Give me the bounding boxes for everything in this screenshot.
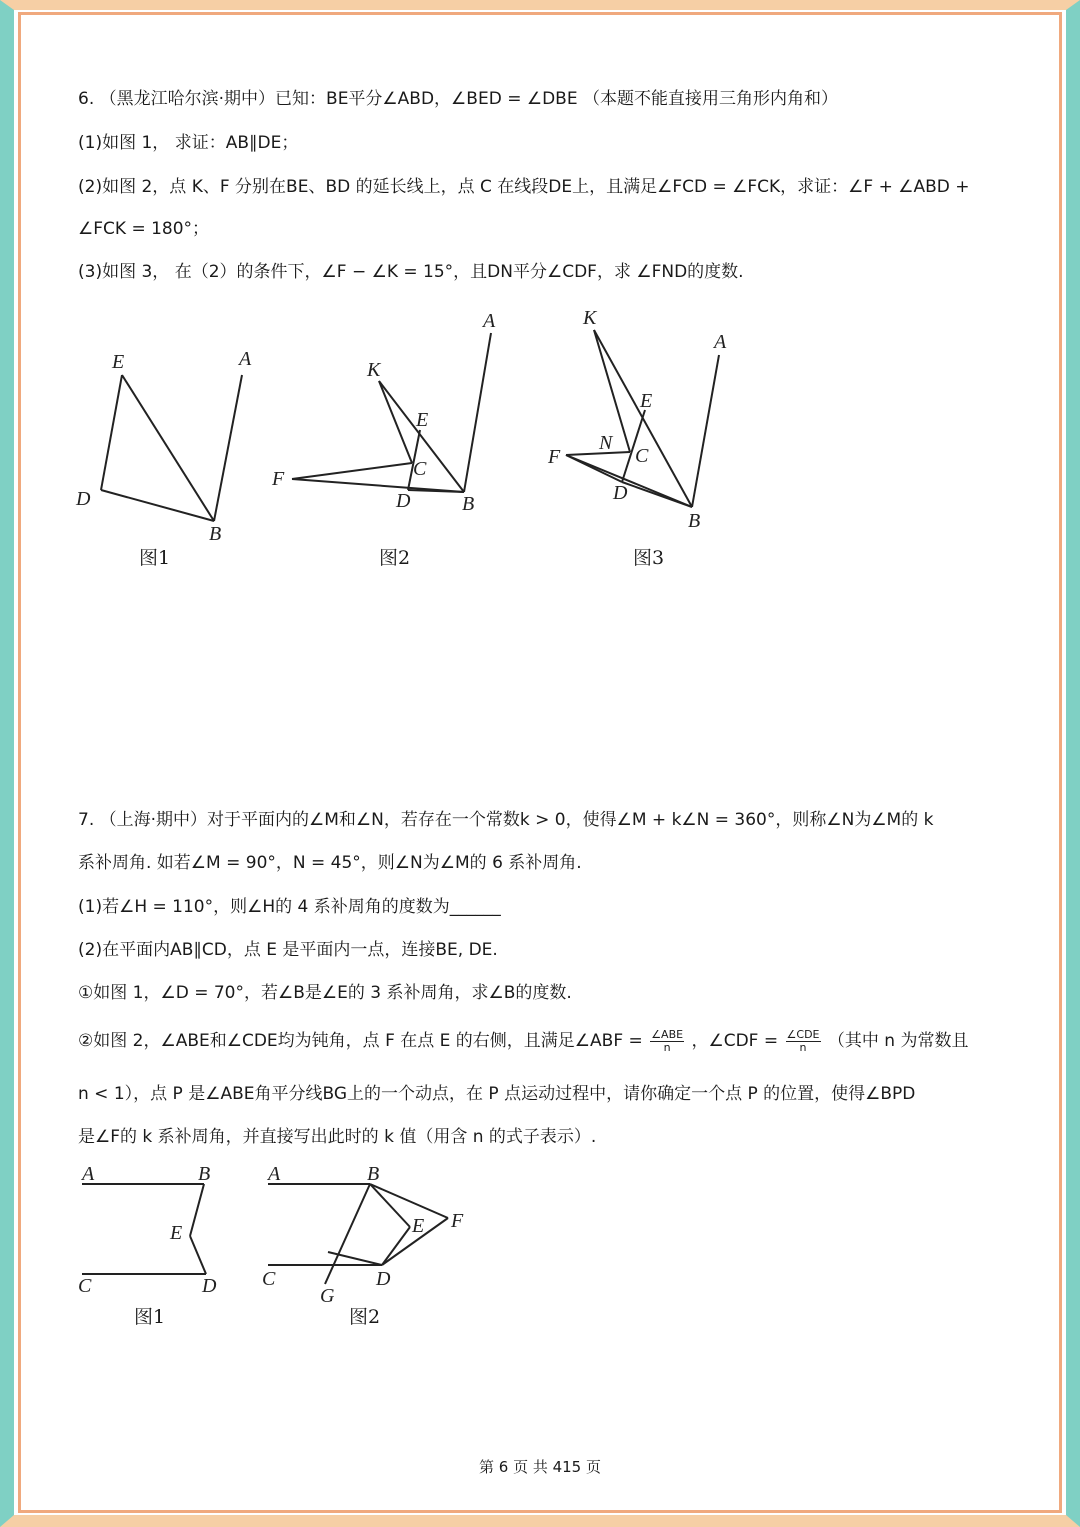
q6-part2-line1: (2)如图 2，点 K、F 分别在BE、BD 的延长线上，点 C 在线段DE上，且满足∠FCD = ∠FCK，求证：∠F + ∠ABD + [78, 177, 970, 197]
q6-fig3-label-A: A [714, 331, 727, 353]
q6-fig3-label-D: D [613, 482, 628, 504]
q6-fig2-label-F: F [272, 468, 285, 490]
q6-fig2-caption: 图2 [379, 547, 411, 569]
q6-fig1-label-B: B [209, 523, 222, 545]
q7-fig1-caption: 图1 [134, 1306, 166, 1328]
page-number-footer: 第 6 页 共 415 页 [478, 1458, 601, 1476]
q6-fig1-label-D: D [76, 488, 91, 510]
q7-fig1-label-B: B [198, 1163, 211, 1185]
q7-frac-cde-num: ∠CDE [786, 1027, 820, 1041]
q6-fig1-label-E: E [112, 351, 125, 373]
q7-stem-line2: 系补周角. 如若∠M = 90°，N = 45°，则∠N为∠M的 6 系补周角. [78, 853, 582, 873]
q6-fig2-label-D: D [396, 490, 411, 512]
q7-fig2-label-F: F [451, 1210, 464, 1232]
q7-frac-cde-den: n [799, 1040, 807, 1054]
q7-case2-line2: n < 1），点 P 是∠ABE角平分线BG上的一个动点，在 P 点运动过程中，请你确定一个点 P 的位置，使得∠BPD [78, 1084, 916, 1104]
q6-stem: 6. （黑龙江哈尔滨·期中）已知：BE平分∠ABD，∠BED = ∠DBE （本题不能直接用三角形内角和） [78, 89, 838, 109]
q6-fig2-label-E: E [416, 409, 429, 431]
q6-fig3-label-K: K [583, 307, 597, 329]
q6-part3: (3)如图 3， 在（2）的条件下，∠F − ∠K = 15°，且DN平分∠CDF，求 ∠FND的度数. [78, 262, 744, 282]
q7-case2-mid: ，∠CDF = [691, 1031, 779, 1051]
q7-fig2-label-C: C [262, 1268, 276, 1290]
q6-part1: (1)如图 1， 求证：AB∥DE； [78, 133, 299, 153]
q7-fig2-label-E: E [412, 1215, 425, 1237]
q6-fig3-label-N: N [599, 432, 613, 454]
q6-fig3-caption: 图3 [633, 547, 665, 569]
q6-fig2-label-C: C [413, 458, 427, 480]
q6-fig3-label-C: C [635, 445, 649, 467]
q6-fig3-label-E: E [640, 390, 653, 412]
q6-fig1-label-A: A [239, 348, 252, 370]
q7-case2-line3: 是∠F的 k 系补周角，并直接写出此时的 k 值（用含 n 的式子表示）. [78, 1127, 597, 1147]
q7-fig2-label-G: G [320, 1285, 335, 1307]
q6-fig3-label-F: F [548, 446, 561, 468]
q7-frac-abe-den: n [663, 1040, 671, 1054]
q6-fig3-label-B: B [688, 510, 701, 532]
q7-case2-pre: ②如图 2，∠ABE和∠CDE均为钝角，点 F 在点 E 的右侧，且满足∠ABF = [78, 1031, 643, 1051]
q6-fig2-label-B: B [462, 493, 475, 515]
q6-fig1-caption: 图1 [139, 547, 171, 569]
q7-fig2-caption: 图2 [349, 1306, 381, 1328]
q7-part1: (1)若∠H = 110°，则∠H的 4 系补周角的度数为______ [78, 897, 501, 917]
q7-fig2-label-D: D [376, 1268, 391, 1290]
q7-part2: (2)在平面内AB∥CD，点 E 是平面内一点，连接BE, DE. [78, 940, 498, 960]
q7-fig1-label-A: A [82, 1163, 95, 1185]
q7-frac-abe-num: ∠ABE [651, 1027, 684, 1041]
q7-fig1-label-E: E [170, 1222, 183, 1244]
q6-fig2-label-A: A [483, 310, 496, 332]
q7-fig2-label-B: B [367, 1163, 380, 1185]
q6-fig2-label-K: K [367, 359, 381, 381]
q6-part2-line2: ∠FCK = 180°； [78, 219, 210, 239]
q7-case2-post: （其中 n 为常数且 [827, 1031, 969, 1051]
q7-fig1-label-D: D [202, 1275, 217, 1297]
q7-case1: ①如图 1，∠D = 70°，若∠B是∠E的 3 系补周角，求∠B的度数. [78, 983, 572, 1003]
q7-fig1-label-C: C [78, 1275, 92, 1297]
q7-stem-line1: 7. （上海·期中）对于平面内的∠M和∠N，若存在一个常数k > 0，使得∠M + k∠N = 360°，则称∠N为∠M的 k [78, 810, 934, 830]
q7-fig2-label-A: A [268, 1163, 281, 1185]
